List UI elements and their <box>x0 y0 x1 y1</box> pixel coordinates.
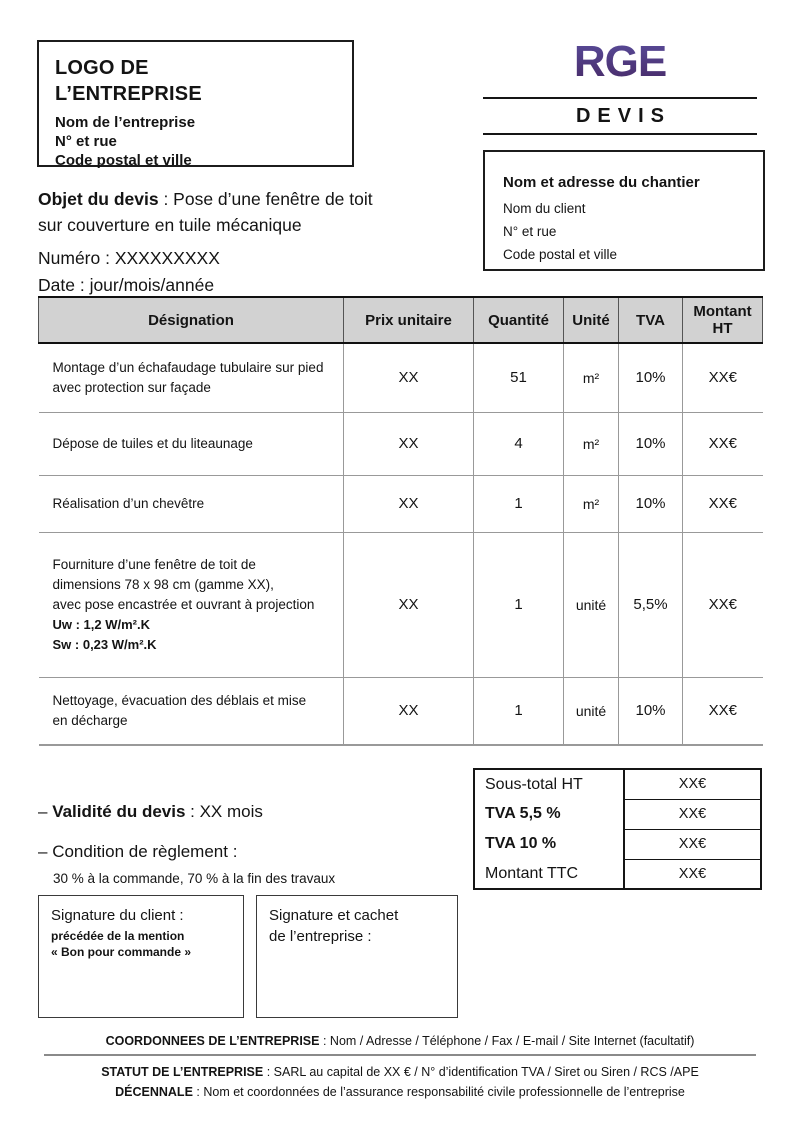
column-header-tva: TVA <box>619 297 683 343</box>
item-amount: XX€ <box>683 475 763 532</box>
item-amount: XX€ <box>683 343 763 412</box>
item-amount: XX€ <box>683 532 763 677</box>
signatures-section <box>38 895 458 1018</box>
totals-and-terms-section <box>38 745 762 895</box>
footer-decennale-label: DÉCENNALE <box>115 1085 193 1099</box>
item-unit: m² <box>564 475 619 532</box>
quote-date <box>38 272 478 298</box>
validity-label: Validité du devis <box>52 802 186 821</box>
item-quantity: 4 <box>474 412 564 475</box>
table-row <box>39 412 763 475</box>
item-tva: 10% <box>619 475 683 532</box>
item-designation: Réalisation d’un chevêtre <box>39 475 344 532</box>
client-signature-title: Signature du client : <box>51 907 184 924</box>
column-header-designation: Désignation <box>39 297 344 343</box>
quote-object-label: Objet du devis <box>38 189 159 209</box>
company-name: Nom de l’entreprise <box>55 114 196 131</box>
table-row <box>39 475 763 532</box>
items-table <box>38 296 763 746</box>
total-label-tva55: TVA 5,5 % <box>474 799 624 829</box>
item-unit-price: XX <box>344 475 474 532</box>
total-row-subtotal <box>474 769 761 799</box>
item-tva: 10% <box>619 412 683 475</box>
item-unit: m² <box>564 343 619 412</box>
site-city: Code postal et ville <box>503 247 618 262</box>
table-row <box>39 343 763 412</box>
total-label-subtotal: Sous-total HT <box>474 769 624 799</box>
total-label-ttc: Montant TTC <box>474 859 624 889</box>
payment-label: Condition de règlement : <box>52 842 238 861</box>
logo-text-line2: L’ENTREPRISE <box>55 83 202 105</box>
footer-status-label: STATUT DE L’ENTREPRISE <box>101 1065 264 1079</box>
quote-object-text: : Pose d’une fenêtre de toit <box>158 189 373 209</box>
total-value-tva10: XX€ <box>624 829 761 859</box>
payment-bullet: – <box>38 842 48 861</box>
column-header-unit-price: Prix unitaire <box>344 297 474 343</box>
footer-decennale <box>0 1084 800 1100</box>
total-row-tva10 <box>474 829 761 859</box>
quote-date-label: Date : <box>38 275 90 295</box>
logo-text-line1: LOGO DE <box>55 57 149 79</box>
footer-decennale-text: : Nom et coordonnées de l’assurance responsabilité civile professionnelle de l’entreprise <box>192 1085 685 1099</box>
items-table-body <box>39 343 763 745</box>
quote-number-label: Numéro : <box>38 248 115 268</box>
payment-line <box>38 840 470 890</box>
item-unit: m² <box>564 412 619 475</box>
item-unit-price: XX <box>344 412 474 475</box>
quote-object <box>38 186 478 238</box>
item-tva: 10% <box>619 343 683 412</box>
client-signature-box <box>38 895 244 1018</box>
footer-status <box>0 1064 800 1080</box>
client-signature-note1: précédée de la mention <box>51 929 185 943</box>
item-quantity: 51 <box>474 343 564 412</box>
quote-number-value: XXXXXXXXX <box>114 248 220 268</box>
quote-date-value: jour/mois/année <box>89 275 215 295</box>
item-designation: Fourniture d’une fenêtre de toit de dimensions 78 x 98 cm (gamme XX), avec pose encastrée et ouvrant à projection Uw : 1,2 W/m².K Sw : 0,23 W/m².K <box>39 532 344 677</box>
total-row-tva55 <box>474 799 761 829</box>
site-street: N° et rue <box>503 224 557 239</box>
company-signature-line2: de l’entreprise : <box>269 928 372 945</box>
table-row <box>39 677 763 745</box>
footer-divider <box>44 1054 756 1056</box>
item-quantity: 1 <box>474 475 564 532</box>
item-quantity: 1 <box>474 532 564 677</box>
column-header-quantity: Quantité <box>474 297 564 343</box>
totals-table <box>473 768 762 890</box>
quote-info <box>38 186 478 298</box>
validity-bullet: – <box>38 802 48 821</box>
terms <box>38 800 470 890</box>
item-quantity: 1 <box>474 677 564 745</box>
item-designation: Dépose de tuiles et du liteaunage <box>39 412 344 475</box>
table-row <box>39 532 763 677</box>
company-signature-line1: Signature et cachet <box>269 907 399 924</box>
total-value-tva55: XX€ <box>624 799 761 829</box>
total-row-ttc <box>474 859 761 889</box>
total-value-ttc: XX€ <box>624 859 761 889</box>
items-table-header-row <box>39 297 763 343</box>
item-unit-price: XX <box>344 677 474 745</box>
footer-coordinates-text: : Nom / Adresse / Téléphone / Fax / E-mail / Site Internet (facultatif) <box>319 1034 695 1048</box>
item-tva: 5,5% <box>619 532 683 677</box>
footer-coordinates-label: COORDONNEES DE L’ENTREPRISE <box>105 1034 320 1048</box>
client-signature-note2: « Bon pour commande » <box>51 945 192 959</box>
item-amount: XX€ <box>683 677 763 745</box>
company-street: N° et rue <box>55 133 117 150</box>
validity-line <box>38 800 470 823</box>
column-header-amount: Montant HT <box>683 297 763 343</box>
total-label-tva10: TVA 10 % <box>474 829 624 859</box>
item-unit: unité <box>564 677 619 745</box>
item-unit: unité <box>564 532 619 677</box>
item-unit-price: XX <box>344 343 474 412</box>
item-designation: Montage d’un échafaudage tubulaire sur pied avec protection sur façade <box>39 343 344 412</box>
site-client-name: Nom du client <box>503 201 586 216</box>
footer-coordinates <box>0 1033 800 1049</box>
total-value-subtotal: XX€ <box>624 769 761 799</box>
footer-status-text: : SARL au capital de XX € / N° d’identification TVA / Siret ou Siren / RCS /APE <box>263 1065 699 1079</box>
document-title: DEVIS <box>575 105 672 127</box>
validity-text: : XX mois <box>185 802 263 821</box>
footer <box>0 1033 800 1100</box>
rge-logo: RGE <box>483 34 757 90</box>
site-address-box <box>483 150 765 271</box>
item-unit-price: XX <box>344 532 474 677</box>
document-title-block <box>483 97 757 135</box>
quote-number <box>38 245 478 271</box>
quote-object-text-line2: sur couverture en tuile mécanique <box>38 215 302 235</box>
company-logo-box <box>37 40 354 167</box>
company-signature-box <box>256 895 458 1018</box>
item-designation: Nettoyage, évacuation des déblais et mise en décharge <box>39 677 344 745</box>
item-amount: XX€ <box>683 412 763 475</box>
payment-detail: 30 % à la commande, 70 % à la fin des travaux <box>53 871 336 886</box>
item-tva: 10% <box>619 677 683 745</box>
column-header-unit: Unité <box>564 297 619 343</box>
site-box-title: Nom et adresse du chantier <box>503 174 700 191</box>
company-city: Code postal et ville <box>55 152 192 169</box>
